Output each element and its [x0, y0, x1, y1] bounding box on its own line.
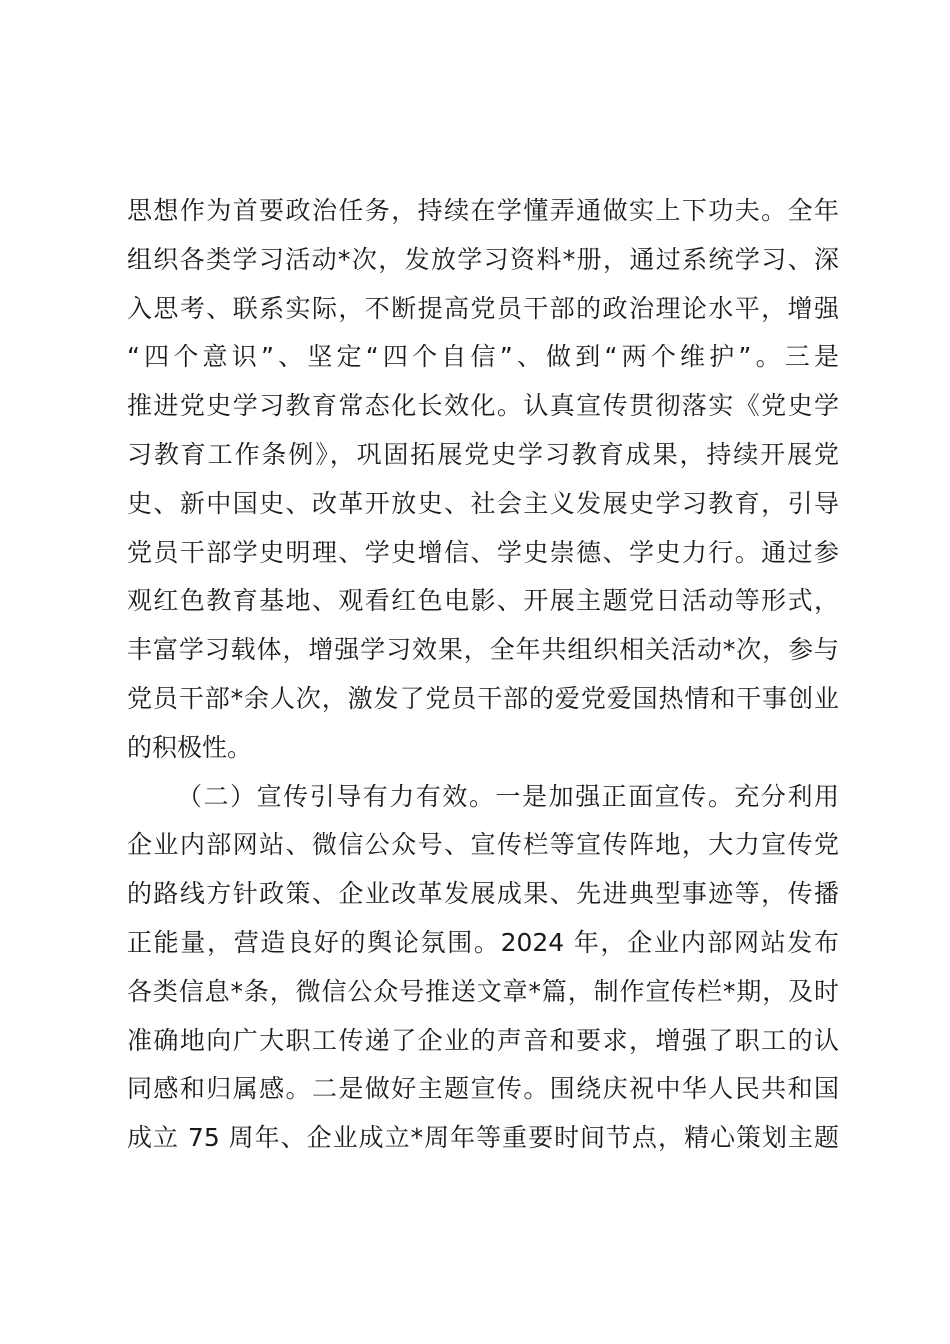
- text-line: 企业内部网站、微信公众号、宣传栏等宣传阵地，大力宣传党: [127, 830, 839, 860]
- text-line: 成立 75 周年、企业成立*周年等重要时间节点，精心策划主题: [127, 1123, 839, 1153]
- text-line: 党员干部学史明理、学史增信、学史崇德、学史力行。通过参: [127, 537, 839, 567]
- document-body: [127, 187, 839, 1163]
- text-line: 各类信息*条，微信公众号推送文章*篇，制作宣传栏*期，及时: [127, 976, 839, 1006]
- text-line: 组织各类学习活动*次，发放学习资料*册，通过系统学习、深: [127, 244, 839, 274]
- text-line: 同感和归属感。二是做好主题宣传。围绕庆祝中华人民共和国: [127, 1074, 839, 1104]
- text-line: 丰富学习载体，增强学习效果，全年共组织相关活动*次，参与: [127, 635, 839, 665]
- text-line: 的积极性。: [127, 732, 253, 762]
- text-line: 的路线方针政策、企业改革发展成果、先进典型事迹等，传播: [127, 879, 839, 909]
- text-line: 正能量，营造良好的舆论氛围。2024 年，企业内部网站发布: [127, 927, 839, 957]
- paragraph-2: [127, 773, 839, 1163]
- text-line: 准确地向广大职工传递了企业的声音和要求，增强了职工的认: [127, 1025, 839, 1055]
- text-line: 观红色教育基地、观看红色电影、开展主题党日活动等形式，: [127, 586, 839, 616]
- text-line: “四个意识”、坚定“四个自信”、做到“两个维护”。三是: [127, 342, 839, 372]
- text-line: 党员干部*余人次，激发了党员干部的爱党爱国热情和干事创业: [127, 683, 839, 713]
- text-line: 入思考、联系实际，不断提高党员干部的政治理论水平，增强: [127, 293, 839, 323]
- text-line: （二）宣传引导有力有效。一是加强正面宣传。充分利用: [177, 781, 839, 811]
- text-line: 史、新中国史、改革开放史、社会主义发展史学习教育，引导: [127, 488, 839, 518]
- text-line: 思想作为首要政治任务，持续在学懂弄通做实上下功夫。全年: [127, 196, 839, 225]
- text-line: 习教育工作条例》，巩固拓展党史学习教育成果，持续开展党: [127, 439, 839, 469]
- text-line: 推进党史学习教育常态化长效化。认真宣传贯彻落实《党史学: [127, 391, 839, 421]
- paragraph-1: [127, 187, 839, 773]
